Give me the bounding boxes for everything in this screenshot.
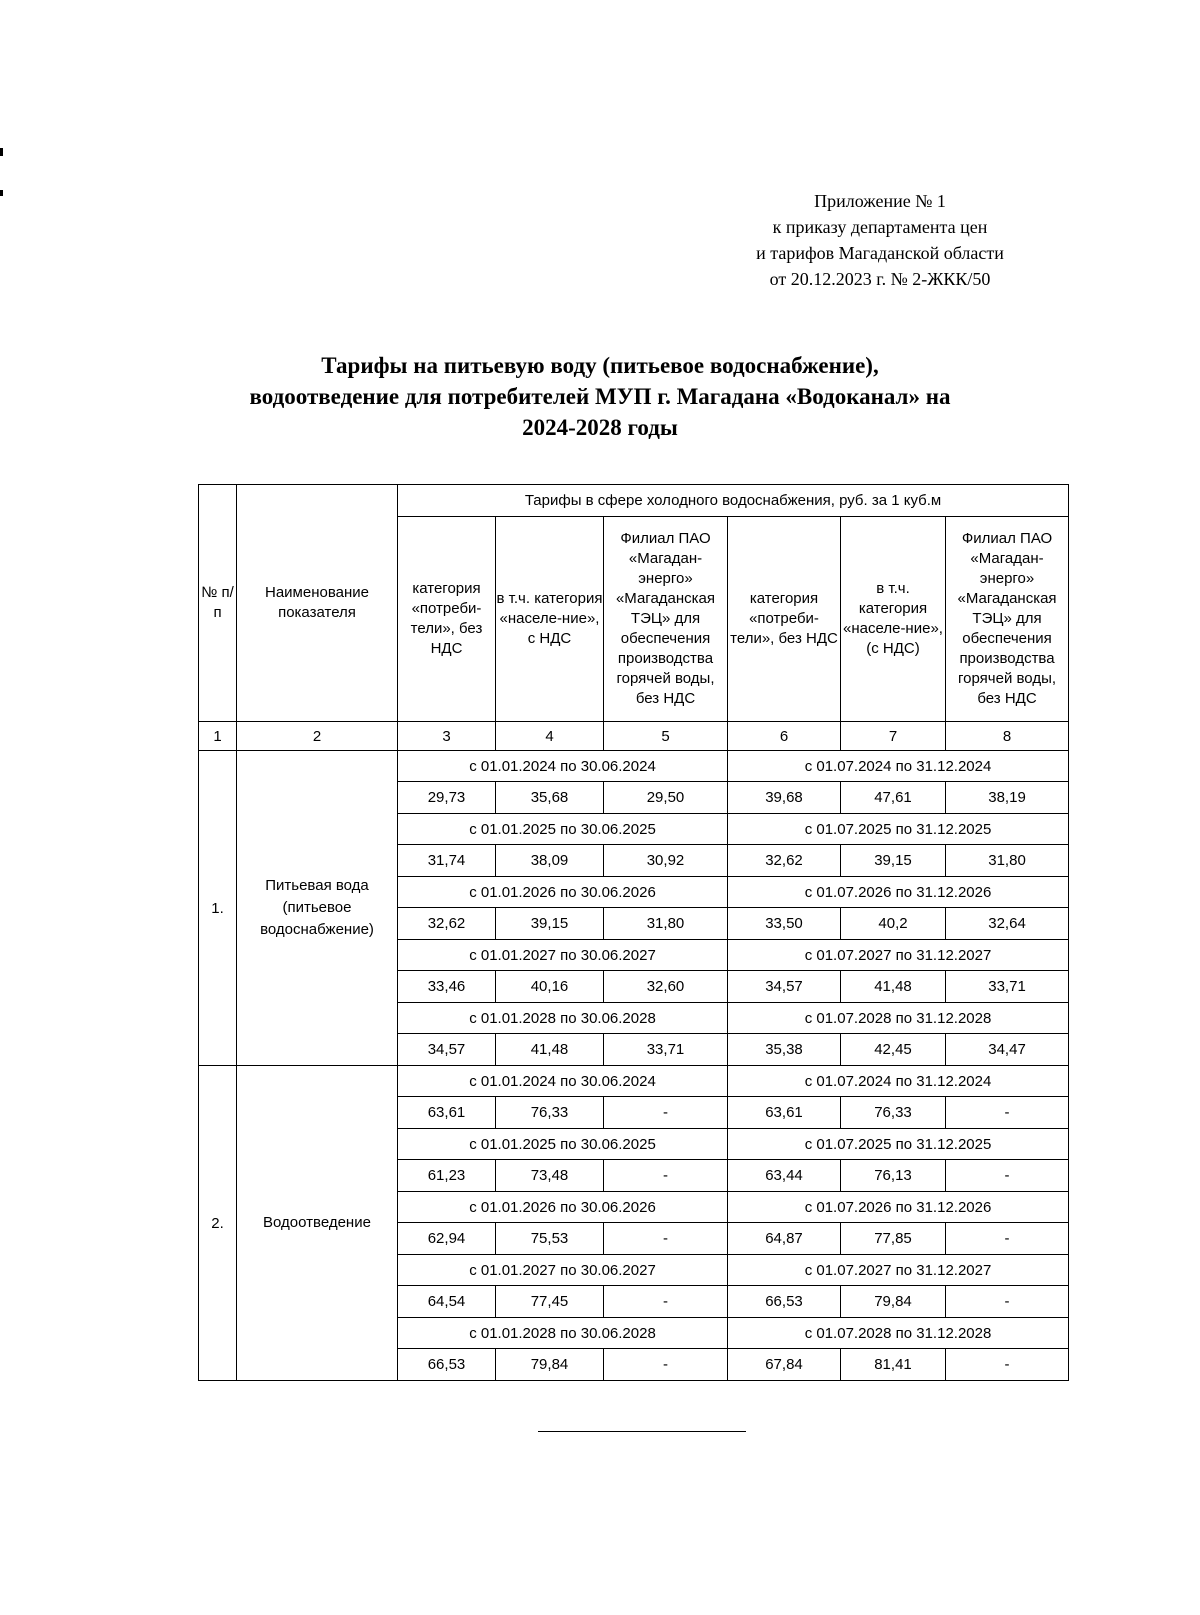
tariff-value: 34,57 bbox=[728, 971, 841, 1003]
tariff-value: 66,53 bbox=[728, 1286, 841, 1318]
tariff-value: 39,15 bbox=[496, 908, 604, 940]
period-first-half: с 01.01.2026 по 30.06.2026 bbox=[398, 1192, 728, 1223]
tariff-value: - bbox=[604, 1160, 728, 1192]
tariff-value: 41,48 bbox=[496, 1034, 604, 1066]
scan-margin-mark bbox=[0, 190, 3, 196]
tariff-value: 79,84 bbox=[496, 1349, 604, 1381]
period-first-half: с 01.01.2027 по 30.06.2027 bbox=[398, 1255, 728, 1286]
title-line: Тарифы на питьевую воду (питьевое водоснабжение), bbox=[321, 353, 879, 378]
period-second-half: с 01.07.2024 по 31.12.2024 bbox=[728, 751, 1069, 782]
tariff-value: 35,68 bbox=[496, 782, 604, 814]
header-tariff-group: Тарифы в сфере холодного водоснабжения, руб. за 1 куб.м bbox=[398, 485, 1069, 517]
tariff-value: 33,71 bbox=[946, 971, 1069, 1003]
column-number: 8 bbox=[946, 722, 1069, 751]
tariff-value: 76,33 bbox=[496, 1097, 604, 1129]
annex-line: Приложение № 1 bbox=[814, 191, 946, 211]
section-number: 1. bbox=[199, 751, 237, 1066]
tariff-value: 76,33 bbox=[841, 1097, 946, 1129]
tariff-value: 42,45 bbox=[841, 1034, 946, 1066]
period-first-half: с 01.01.2028 по 30.06.2028 bbox=[398, 1318, 728, 1349]
tariff-value: 32,64 bbox=[946, 908, 1069, 940]
tariff-value: 64,54 bbox=[398, 1286, 496, 1318]
tariff-value: 33,46 bbox=[398, 971, 496, 1003]
tariff-value: 35,38 bbox=[728, 1034, 841, 1066]
column-number: 7 bbox=[841, 722, 946, 751]
tariff-value: 39,15 bbox=[841, 845, 946, 877]
document-title bbox=[150, 350, 1050, 443]
tariff-value: 39,68 bbox=[728, 782, 841, 814]
tariff-value: 29,73 bbox=[398, 782, 496, 814]
column-number: 2 bbox=[237, 722, 398, 751]
header-column: категория «потреби-тели», без НДС bbox=[728, 517, 841, 722]
tariff-value: - bbox=[604, 1223, 728, 1255]
tariff-value: 75,53 bbox=[496, 1223, 604, 1255]
tariff-value: - bbox=[946, 1160, 1069, 1192]
tariff-value: 32,62 bbox=[728, 845, 841, 877]
tariff-value: 38,19 bbox=[946, 782, 1069, 814]
tariff-value: 77,85 bbox=[841, 1223, 946, 1255]
tariff-value: - bbox=[946, 1223, 1069, 1255]
tariff-value: 79,84 bbox=[841, 1286, 946, 1318]
column-number: 4 bbox=[496, 722, 604, 751]
tariff-value: 31,80 bbox=[946, 845, 1069, 877]
section-name: Водоотведение bbox=[237, 1066, 398, 1381]
period-second-half: с 01.07.2028 по 31.12.2028 bbox=[728, 1003, 1069, 1034]
tariff-value: 64,87 bbox=[728, 1223, 841, 1255]
tariff-value: 40,16 bbox=[496, 971, 604, 1003]
tariff-value: 73,48 bbox=[496, 1160, 604, 1192]
tariff-value: 34,57 bbox=[398, 1034, 496, 1066]
column-number: 1 bbox=[199, 722, 237, 751]
tariff-value: 31,80 bbox=[604, 908, 728, 940]
annex-line: и тарифов Магаданской области bbox=[756, 243, 1004, 263]
period-first-half: с 01.01.2027 по 30.06.2027 bbox=[398, 940, 728, 971]
tariff-value: - bbox=[946, 1097, 1069, 1129]
tariff-value: 63,61 bbox=[398, 1097, 496, 1129]
annex-line: от 20.12.2023 г. № 2-ЖКК/50 bbox=[769, 269, 991, 289]
column-number: 5 bbox=[604, 722, 728, 751]
tariff-value: - bbox=[604, 1097, 728, 1129]
section-number: 2. bbox=[199, 1066, 237, 1381]
header-column: Филиал ПАО «Магадан-энерго» «Магаданская ТЭЦ» для обеспечения производства горячей воды, без НДС bbox=[946, 517, 1069, 722]
tariff-value: - bbox=[604, 1349, 728, 1381]
header-column: в т.ч. категория «населе-ние», (с НДС) bbox=[841, 517, 946, 722]
tariff-value: 40,2 bbox=[841, 908, 946, 940]
tariff-value: 63,61 bbox=[728, 1097, 841, 1129]
period-second-half: с 01.07.2025 по 31.12.2025 bbox=[728, 1129, 1069, 1160]
tariff-value: 81,41 bbox=[841, 1349, 946, 1381]
tariff-value: - bbox=[946, 1286, 1069, 1318]
period-first-half: с 01.01.2025 по 30.06.2025 bbox=[398, 1129, 728, 1160]
period-second-half: с 01.07.2024 по 31.12.2024 bbox=[728, 1066, 1069, 1097]
header-number: № п/п bbox=[199, 485, 237, 722]
tariff-table bbox=[198, 484, 1069, 1381]
tariff-value: 34,47 bbox=[946, 1034, 1069, 1066]
period-first-half: с 01.01.2024 по 30.06.2024 bbox=[398, 1066, 728, 1097]
tariff-value: 32,60 bbox=[604, 971, 728, 1003]
tariff-value: 38,09 bbox=[496, 845, 604, 877]
column-number: 6 bbox=[728, 722, 841, 751]
tariff-value: 31,74 bbox=[398, 845, 496, 877]
annex-line: к приказу департамента цен bbox=[772, 217, 988, 237]
period-second-half: с 01.07.2028 по 31.12.2028 bbox=[728, 1318, 1069, 1349]
tariff-value: 30,92 bbox=[604, 845, 728, 877]
tariff-value: 62,94 bbox=[398, 1223, 496, 1255]
period-second-half: с 01.07.2026 по 31.12.2026 bbox=[728, 1192, 1069, 1223]
tariff-value: 76,13 bbox=[841, 1160, 946, 1192]
scan-margin-mark bbox=[0, 148, 3, 156]
section-name: Питьевая вода (питьевое водоснабжение) bbox=[237, 751, 398, 1066]
tariff-value: 33,50 bbox=[728, 908, 841, 940]
title-line: 2024-2028 годы bbox=[522, 415, 678, 440]
tariff-value: 66,53 bbox=[398, 1349, 496, 1381]
annex-block bbox=[700, 188, 1060, 292]
tariff-value: - bbox=[604, 1286, 728, 1318]
tariff-value: 32,62 bbox=[398, 908, 496, 940]
tariff-value: 61,23 bbox=[398, 1160, 496, 1192]
period-second-half: с 01.07.2026 по 31.12.2026 bbox=[728, 877, 1069, 908]
tariff-value: 33,71 bbox=[604, 1034, 728, 1066]
tariff-value: 63,44 bbox=[728, 1160, 841, 1192]
period-first-half: с 01.01.2028 по 30.06.2028 bbox=[398, 1003, 728, 1034]
header-indicator-name: Наименование показателя bbox=[237, 485, 398, 722]
period-second-half: с 01.07.2027 по 31.12.2027 bbox=[728, 1255, 1069, 1286]
period-first-half: с 01.01.2025 по 30.06.2025 bbox=[398, 814, 728, 845]
tariff-value: 29,50 bbox=[604, 782, 728, 814]
period-first-half: с 01.01.2024 по 30.06.2024 bbox=[398, 751, 728, 782]
period-first-half: с 01.01.2026 по 30.06.2026 bbox=[398, 877, 728, 908]
header-column: в т.ч. категория «населе-ние», с НДС bbox=[496, 517, 604, 722]
closing-line bbox=[538, 1431, 746, 1432]
header-column: категория «потреби-тели», без НДС bbox=[398, 517, 496, 722]
period-second-half: с 01.07.2025 по 31.12.2025 bbox=[728, 814, 1069, 845]
title-line: водоотведение для потребителей МУП г. Магадана «Водоканал» на bbox=[249, 384, 951, 409]
tariff-value: 47,61 bbox=[841, 782, 946, 814]
header-column: Филиал ПАО «Магадан-энерго» «Магаданская ТЭЦ» для обеспечения производства горячей воды, без НДС bbox=[604, 517, 728, 722]
tariff-value: 41,48 bbox=[841, 971, 946, 1003]
column-number: 3 bbox=[398, 722, 496, 751]
tariff-value: 67,84 bbox=[728, 1349, 841, 1381]
tariff-value: - bbox=[946, 1349, 1069, 1381]
tariff-value: 77,45 bbox=[496, 1286, 604, 1318]
period-second-half: с 01.07.2027 по 31.12.2027 bbox=[728, 940, 1069, 971]
